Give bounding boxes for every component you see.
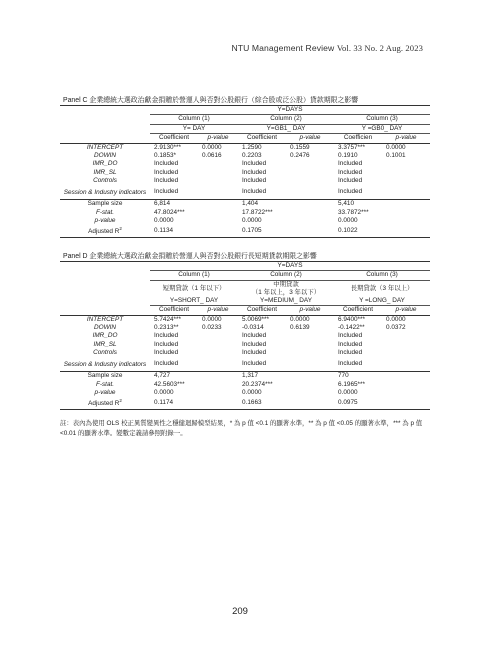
table-row bbox=[60, 160, 430, 168]
p-value-cell: 0.0000 bbox=[202, 143, 222, 151]
adjusted-r-label: Adjusted R bbox=[88, 400, 120, 408]
p-value-cell bbox=[286, 358, 334, 372]
coefficient-cell: Included bbox=[242, 340, 267, 348]
coefficient-cell: Included bbox=[154, 160, 179, 168]
p-value-cell bbox=[382, 332, 430, 340]
coefficient-cell: Included bbox=[154, 349, 179, 357]
p-value-cell: 0.0000 bbox=[202, 315, 222, 323]
stat-value: 0.1663 bbox=[238, 397, 334, 409]
p-value-cell: 0.1001 bbox=[386, 152, 406, 160]
y-variable-row bbox=[60, 124, 430, 133]
stat-value: 6.1965*** bbox=[338, 380, 366, 388]
stat-value: 20.2374*** bbox=[242, 380, 273, 388]
column-header: Column (2) bbox=[238, 271, 334, 280]
stat-value: 0.1174 bbox=[150, 397, 238, 409]
p-value-cell bbox=[382, 177, 430, 185]
p-value-header: p-value bbox=[198, 306, 238, 315]
p-value-cell bbox=[198, 332, 238, 340]
p-value-cell bbox=[198, 177, 238, 185]
coefficient-cell: Included bbox=[154, 168, 179, 176]
p-value-cell bbox=[382, 358, 430, 372]
journal-name: NTU Management Review bbox=[231, 43, 335, 53]
header-blank bbox=[60, 106, 150, 115]
coefficient-cell: Included bbox=[242, 168, 267, 176]
coefficient-cell: Included bbox=[238, 186, 286, 200]
p-value-cell bbox=[286, 332, 334, 340]
stat-value: 0.1705 bbox=[238, 225, 334, 237]
row-label-0: INTERCEPT bbox=[86, 315, 124, 323]
table-header-row bbox=[60, 106, 430, 115]
table-row bbox=[60, 315, 430, 324]
table-row bbox=[60, 143, 430, 152]
stat-value: 0.0000 bbox=[338, 388, 358, 396]
row-label-4: Controls bbox=[93, 349, 117, 357]
row-label-1: DOWIN bbox=[93, 152, 116, 160]
panel-d bbox=[60, 252, 430, 410]
coefficient-cell: Included bbox=[154, 340, 179, 348]
stat-value: 0.0000 bbox=[242, 388, 262, 396]
stat-value: 0.1022 bbox=[334, 225, 430, 237]
dependent-variable: Y=DAYS bbox=[150, 262, 430, 271]
row-label-4: Controls bbox=[93, 177, 117, 185]
row-label-s1: F-stat. bbox=[95, 380, 115, 388]
coefficient-header: Coefficient bbox=[334, 306, 382, 315]
p-value-cell: 0.0616 bbox=[202, 152, 222, 160]
p-value-cell bbox=[198, 160, 238, 168]
p-value-cell bbox=[382, 169, 430, 177]
coefficient-cell: 0.1910 bbox=[338, 152, 358, 160]
regression-table bbox=[60, 261, 430, 410]
header-blank bbox=[60, 124, 150, 133]
row-label-2: IMR_DO bbox=[92, 160, 118, 168]
header-blank bbox=[60, 297, 150, 306]
stat-value: 0.1134 bbox=[150, 225, 238, 237]
p-value-cell bbox=[198, 341, 238, 349]
coefficient-cell: Included bbox=[338, 332, 363, 340]
header-blank bbox=[60, 280, 150, 297]
stats-row bbox=[60, 200, 430, 209]
coefficient-cell: Included bbox=[338, 340, 363, 348]
stat-value: 5,410 bbox=[338, 200, 354, 208]
row-label-5 bbox=[60, 358, 150, 372]
table-row bbox=[60, 177, 430, 185]
p-value-cell: 0.0233 bbox=[202, 324, 222, 332]
stat-value: 42.5603*** bbox=[154, 380, 185, 388]
coefficient-cell: Included bbox=[242, 332, 267, 340]
row-label-5 bbox=[60, 186, 150, 200]
superscript-2: 2 bbox=[119, 398, 122, 404]
y-variable-row bbox=[60, 297, 430, 306]
coefficient-cell: 3.3757*** bbox=[338, 143, 366, 151]
coefficient-cell: Included bbox=[238, 358, 286, 372]
coefficient-header: Coefficient bbox=[150, 306, 198, 315]
stat-value: 0.0000 bbox=[154, 216, 174, 224]
panel-title: Panel C 企業總統大選政治獻金捐贈於營運人與否對公股銀行（綜合股或泛公股）貸款期限之影響 bbox=[63, 97, 359, 104]
y-variable: Y= DAY bbox=[150, 124, 238, 133]
stat-header-row bbox=[60, 134, 430, 143]
table-row bbox=[60, 324, 430, 332]
header-blank bbox=[60, 115, 150, 124]
row-label-3: IMR_SL bbox=[93, 168, 117, 176]
y-variable: Y =GB0_ DAY bbox=[334, 124, 430, 133]
dependent-variable: Y=DAYS bbox=[150, 106, 430, 115]
stat-value: 47.8024*** bbox=[154, 208, 185, 216]
p-value-cell bbox=[198, 169, 238, 177]
column-header: Column (1) bbox=[150, 115, 238, 124]
page-number: 209 bbox=[232, 606, 248, 617]
table-row bbox=[60, 332, 430, 340]
coefficient-cell: Included bbox=[242, 177, 267, 185]
stat-value: 770 bbox=[338, 372, 349, 380]
coefficient-cell: Included bbox=[154, 332, 179, 340]
stats-row bbox=[60, 397, 430, 409]
p-value-cell: 0.0372 bbox=[386, 324, 406, 332]
p-value-header: p-value bbox=[382, 134, 430, 143]
loan-type-medium-line1: 中期貸款 bbox=[273, 280, 299, 288]
column-header-row bbox=[60, 115, 430, 124]
header-blank bbox=[60, 306, 150, 315]
table-row bbox=[60, 186, 430, 200]
coefficient-cell: Included bbox=[150, 358, 198, 372]
stats-row bbox=[60, 389, 430, 397]
row-label-s3 bbox=[60, 225, 150, 237]
coefficient-cell: 2.9130*** bbox=[154, 143, 182, 151]
column-header: Column (3) bbox=[334, 115, 430, 124]
coefficient-cell: -0.1422** bbox=[338, 324, 365, 332]
column-header: Column (1) bbox=[150, 271, 238, 280]
coefficient-cell: -0.0314 bbox=[242, 324, 264, 332]
coefficient-cell: Included bbox=[338, 177, 363, 185]
stats-row bbox=[60, 381, 430, 389]
row-label-s2: p-value bbox=[94, 216, 116, 224]
p-value-cell bbox=[286, 186, 334, 200]
row-label-1: DOWIN bbox=[93, 324, 116, 332]
superscript-2: 2 bbox=[119, 226, 122, 232]
p-value-cell bbox=[382, 341, 430, 349]
session-industry-label: Session & Industry indicators bbox=[63, 188, 147, 196]
stats-row bbox=[60, 225, 430, 237]
p-value-cell: 0.0000 bbox=[290, 315, 310, 323]
coefficient-cell: 0.1853* bbox=[154, 152, 177, 160]
p-value-cell bbox=[286, 349, 334, 357]
header-blank bbox=[60, 134, 150, 143]
stat-header-row bbox=[60, 306, 430, 315]
stat-value: 0.0975 bbox=[334, 397, 430, 409]
session-industry-label: Session & Industry indicators bbox=[63, 360, 147, 368]
header-blank bbox=[60, 262, 150, 271]
y-variable: Y=SHORT_ DAY bbox=[150, 297, 238, 306]
row-label-s1: F-stat. bbox=[95, 208, 115, 216]
row-label-3: IMR_SL bbox=[93, 340, 117, 348]
coefficient-cell: Included bbox=[334, 358, 382, 372]
coefficient-cell: Included bbox=[154, 177, 179, 185]
column-header: Column (3) bbox=[334, 271, 430, 280]
header-blank bbox=[60, 271, 150, 280]
coefficient-header: Coefficien bbox=[334, 134, 382, 143]
coefficient-header: Coefficient bbox=[238, 134, 286, 143]
p-value-header: p-value bbox=[286, 306, 334, 315]
adjusted-r-label: Adjusted R bbox=[88, 228, 120, 236]
stats-row bbox=[60, 217, 430, 225]
p-value-cell bbox=[382, 160, 430, 168]
coefficient-cell: Included bbox=[242, 349, 267, 357]
y-variable: Y =LONG_ DAY bbox=[334, 297, 430, 306]
stat-value: 6,814 bbox=[154, 200, 170, 208]
stat-value: 0.0000 bbox=[242, 216, 262, 224]
loan-type-long: 長期貸款（3 年以上） bbox=[350, 284, 414, 292]
column-header: Column (2) bbox=[238, 115, 334, 124]
p-value-cell bbox=[286, 160, 334, 168]
p-value-cell: 0.1559 bbox=[290, 143, 310, 151]
p-value-cell bbox=[382, 186, 430, 200]
panel-title: Panel D 企業總統大選政治獻金捐贈於營運人與否對公股銀行長短期貸款期限之影響 bbox=[63, 253, 317, 260]
p-value-cell: 0.6139 bbox=[290, 324, 310, 332]
p-value-cell bbox=[198, 186, 238, 200]
coefficient-cell: 1.2590 bbox=[242, 143, 262, 151]
coefficient-cell: Included bbox=[338, 349, 363, 357]
p-value-cell: 0.0000 bbox=[386, 315, 406, 323]
p-value-cell: 0.0000 bbox=[386, 143, 406, 151]
row-label-0: INTERCEPT bbox=[86, 143, 124, 151]
stat-value: 1,317 bbox=[242, 372, 258, 380]
p-value-cell bbox=[286, 169, 334, 177]
loan-type-short: 短期貸款（1 年以下） bbox=[162, 284, 226, 292]
y-variable: Y=GB1_ DAY bbox=[238, 124, 334, 133]
row-label-2: IMR_DO bbox=[92, 332, 118, 340]
stat-value: 33.7872*** bbox=[338, 208, 369, 216]
row-label-s0: Sample size bbox=[87, 200, 123, 208]
stat-value: 17.8722*** bbox=[242, 208, 273, 216]
stats-row bbox=[60, 372, 430, 381]
coefficient-cell: Included bbox=[150, 186, 198, 200]
coefficient-cell: 5.7424*** bbox=[154, 315, 182, 323]
row-label-s0: Sample size bbox=[87, 372, 123, 380]
regression-table bbox=[60, 105, 430, 238]
journal-volume: Vol. 33 No. 2 Aug. 2023 bbox=[336, 43, 423, 53]
p-value-header: p-value bbox=[286, 134, 334, 143]
table-row bbox=[60, 349, 430, 357]
stats-row bbox=[60, 209, 430, 217]
p-value-cell bbox=[198, 358, 238, 372]
p-value-cell bbox=[382, 349, 430, 357]
running-header bbox=[231, 43, 423, 53]
p-value-cell bbox=[198, 349, 238, 357]
table-row bbox=[60, 358, 430, 372]
row-label-s2: p-value bbox=[94, 388, 116, 396]
loan-type-medium bbox=[238, 280, 334, 297]
stat-value: 0.0000 bbox=[154, 388, 174, 396]
p-value-cell bbox=[286, 341, 334, 349]
table-row bbox=[60, 169, 430, 177]
p-value-cell: 0.2476 bbox=[290, 152, 310, 160]
coefficient-cell: Included bbox=[338, 160, 363, 168]
table-row bbox=[60, 341, 430, 349]
stat-value: 0.0000 bbox=[338, 216, 358, 224]
column-header-row bbox=[60, 271, 430, 280]
table-note: 註：表內為使用 OLS 校正異質變異性之穩健迴歸模型結果，* 為 p 值 <0.1 的顯著水準，** 為 p 值 <0.05 的顯著水準，*** 為 p 值 <0.01 的顯著水準。變數定義請參照附錄一。 bbox=[60, 420, 423, 437]
coefficient-cell: 5.0069*** bbox=[242, 315, 270, 323]
p-value-header: p-value bbox=[382, 306, 430, 315]
coefficient-header: Coefficient bbox=[238, 306, 286, 315]
y-variable: Y=MEDIUM_ DAY bbox=[238, 297, 334, 306]
coefficient-cell: 0.2313** bbox=[154, 324, 179, 332]
coefficient-header: Coefficient bbox=[150, 134, 198, 143]
stat-value: 4,727 bbox=[154, 372, 170, 380]
p-value-header: p-value bbox=[198, 134, 238, 143]
coefficient-cell: 0.2203 bbox=[242, 152, 262, 160]
coefficient-cell: Included bbox=[242, 160, 267, 168]
loan-type-row bbox=[60, 280, 430, 297]
table-header-row bbox=[60, 262, 430, 271]
panel-c bbox=[60, 96, 430, 238]
loan-type-medium-line2: （1 年以上，3 年以下） bbox=[251, 288, 321, 296]
row-label-s3 bbox=[60, 397, 150, 409]
p-value-cell bbox=[286, 177, 334, 185]
coefficient-cell: 6.9400*** bbox=[338, 315, 366, 323]
stat-value: 1,404 bbox=[242, 200, 258, 208]
coefficient-cell: Included bbox=[334, 186, 382, 200]
coefficient-cell: Included bbox=[338, 168, 363, 176]
table-row bbox=[60, 152, 430, 160]
